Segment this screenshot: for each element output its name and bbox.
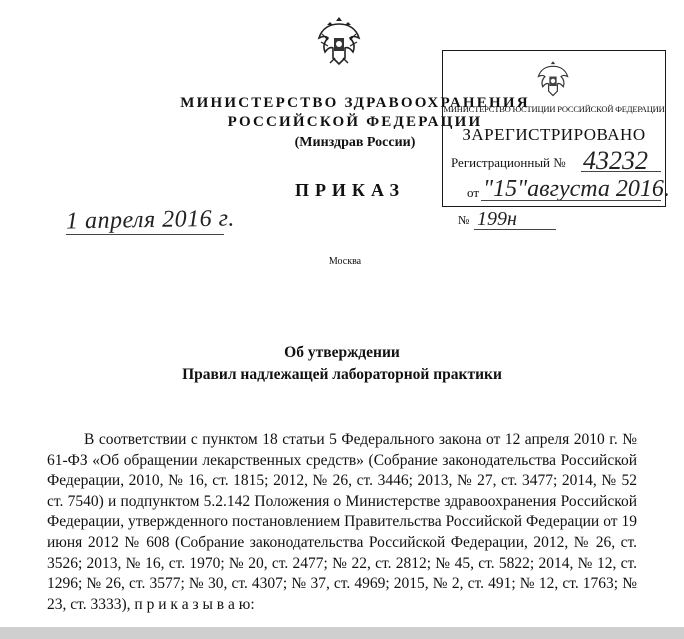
order-number-underline bbox=[474, 229, 556, 230]
ministry-short-name: (Минздрав России) bbox=[294, 135, 416, 150]
stamp-reg-label: Регистрационный № bbox=[451, 155, 566, 170]
document-title: Об утверждении Правил надлежащей лабораторной практики bbox=[182, 344, 502, 383]
date-underline bbox=[66, 234, 224, 235]
stamp-date-label: от bbox=[467, 185, 480, 200]
stamp-reg-number: 43232 bbox=[583, 146, 648, 175]
stamp-date-underline bbox=[481, 200, 661, 201]
coat-of-arms-icon bbox=[535, 59, 571, 97]
city: Москва bbox=[328, 256, 362, 267]
order-number-label: № bbox=[458, 213, 470, 227]
stamp-organization: МИНИСТЕРСТВО ЮСТИЦИИ РОССИЙСКОЙ ФЕДЕРАЦИИ bbox=[443, 104, 665, 114]
stamp-date-value: "15"августа 2016. bbox=[483, 176, 670, 202]
coat-of-arms-icon bbox=[316, 14, 362, 66]
order-title: ПРИКАЗ bbox=[294, 180, 406, 200]
body-text bbox=[47, 430, 637, 615]
order-number: 199н bbox=[477, 208, 517, 230]
body-paragraph: В соответствии с пунктом 18 статьи 5 Федерального закона от 12 апреля 2010 г. № 61-ФЗ «Об обращении лекарственных средств» (Собрание законодательства Российской Федерации, 2010, № 16, ст. 1815; 2012, № 26, ст. 3446; 2013, № 27, ст. 3477; 2014, № 52 ст. 7540) и подпунктом 5.2.142 Положения о Министерстве здравоохранения Российской Федерации, утвержденного постановлением Правительства Российской Федерации от 19 июня 2012 № 608 (Собрание законодательства Российской Федерации, 2012, № 26, ст. 3526; 2013, № 16, ст. 1970; № 20, ст. 2477; № 22, ст. 2812; № 45, ст. 5822; 2014, № 12, ст. 1296; № 26, ст. 3577; № 30, ст. 4307; № 37, ст. 4969; 2015, № 2, ст. 491; № 12, ст. 1763; № 23, ст. 3333), п р и к а з ы в а ю: bbox=[47, 431, 637, 613]
page-bottom-edge bbox=[0, 627, 684, 639]
stamp-reg-underline bbox=[581, 171, 661, 172]
registration-stamp bbox=[442, 50, 670, 207]
stamp-registered: ЗАРЕГИСТРИРОВАНО bbox=[462, 125, 646, 144]
handwritten-date: 1 апреля 2016 г. bbox=[65, 205, 235, 235]
ministry-name: МИНИСТЕРСТВО ЗДРАВООХРАНЕНИЯ РОССИЙСКОЙ ФЕДЕРАЦИИ bbox=[180, 95, 530, 130]
